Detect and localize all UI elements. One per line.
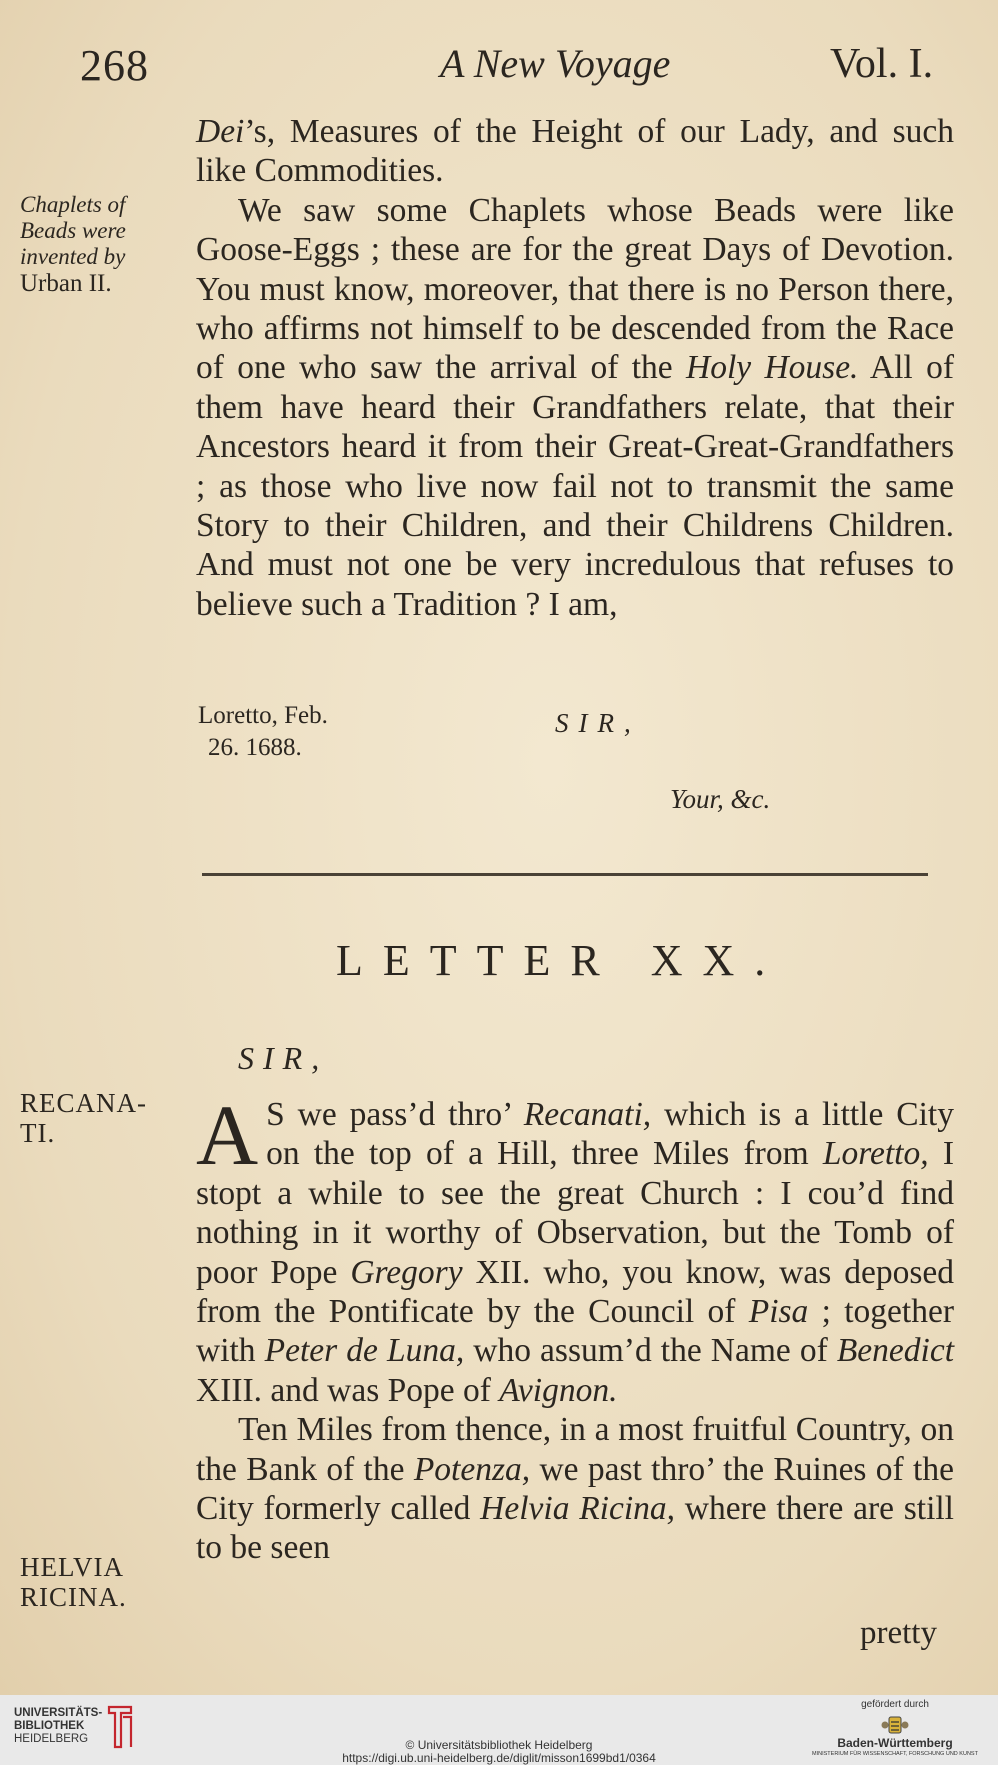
italic-term: Benedict: [836, 1332, 955, 1370]
italic-term: Pisa: [748, 1293, 809, 1331]
margin-note-line: Urban II.: [20, 270, 112, 297]
library-logo-line: BIBLIOTHEK: [14, 1720, 85, 1732]
page-number: 268: [80, 41, 149, 90]
dateline: [198, 700, 328, 764]
funding-credit: [800, 1699, 990, 1760]
funded-by-label: gefördert durch: [861, 1699, 929, 1710]
paragraph-text: ’s, Measures of the Height of our Lady, and such like Commodities.: [196, 113, 954, 190]
paragraph-text: who assum’d the Name of: [464, 1332, 837, 1370]
paragraph-text: I stopt a while to see the great Church : I cou’d find nothing in it worthy of Observation, but the Tomb of poor Pope: [196, 1135, 954, 1291]
paragraph-text: XII. who, you know, was deposed from the Pontificate by the Council of: [196, 1253, 954, 1331]
text-block-top: [196, 112, 954, 624]
italic-term: Helvia Ricina,: [480, 1490, 676, 1528]
margin-note-line: invented by: [20, 244, 126, 269]
paragraph-text: All of them have heard their Grandfathers relate, that their Ancestors heard it from their Great-Great-Grandfathers ; as those who live now fail not to transmit the same Story to their Children, and their Childrens Children. And must not one be very incredulous that refuses to believe such a Tradition ? I am,: [196, 349, 954, 623]
paragraph-commodities: [196, 112, 954, 191]
paragraph-text: We saw some Chaplets whose Beads were like Goose-Eggs ; these are for the great Days of Devotion. You must know, moreover, that there is no Person there, who affirms not himself to be descended from the Race of one who saw the arrival of the: [196, 191, 954, 387]
footer-bar: [0, 1695, 998, 1765]
text-block-letter-xx: [196, 1087, 955, 1568]
paragraph-text: S we pass’d thro’: [266, 1096, 524, 1133]
catchword: pretty: [860, 1615, 937, 1651]
margin-note-line: RICINA.: [20, 1582, 127, 1612]
funder-ministry: MINISTERIUM FÜR WISSENSCHAFT, FORSCHUNG UND KUNST: [812, 1751, 978, 1757]
salutation: SIR,: [555, 708, 641, 738]
closing: Your, &c.: [670, 784, 771, 814]
italic-term: Recanati,: [523, 1096, 652, 1133]
italic-term: Dei: [196, 113, 245, 150]
copyright-text: © Universitätsbibliothek Heidelberg: [405, 1738, 593, 1752]
running-title: A New Voyage: [440, 41, 671, 86]
italic-term: Gregory: [350, 1253, 463, 1291]
paragraph-text: which is a little City on the top of a Hill, three Miles from: [266, 1096, 954, 1173]
dateline-place: Loretto, Feb.: [198, 702, 328, 729]
italic-term: Avignon.: [499, 1371, 618, 1409]
library-logo-line: UNIVERSITÄTS-: [14, 1707, 103, 1719]
dateline-date: 26. 1688.: [208, 734, 302, 761]
margin-note-line: RECANA-: [20, 1088, 147, 1118]
paragraph-text: where there are still to be seen: [196, 1490, 954, 1567]
italic-term: Loretto,: [822, 1135, 929, 1173]
margin-note-line: TI.: [20, 1118, 56, 1148]
margin-note-helvia: [20, 1552, 170, 1612]
paragraph-text: we past thro’ the Ruines of the City formerly called: [196, 1450, 954, 1528]
margin-note-line: Beads were: [20, 218, 126, 243]
divider-rule: [202, 873, 928, 876]
library-logo-line: HEIDELBERG: [14, 1733, 89, 1745]
salutation-letter-xx: SIR,: [238, 1040, 329, 1076]
volume-label: Vol. I.: [830, 41, 934, 87]
margin-note-line: Chaplets of: [20, 192, 126, 217]
italic-term: Holy House.: [686, 349, 859, 387]
margin-note-recanati: [20, 1088, 170, 1148]
paragraph-text: Ten Miles from thence, in a most fruitful Country, on the Bank of the: [196, 1411, 954, 1488]
paragraph-recanati: [196, 1087, 955, 1410]
margin-note-chaplets: [20, 192, 170, 298]
drop-cap: A: [196, 1087, 259, 1183]
paragraph-helvia: [196, 1410, 954, 1568]
permalink[interactable]: https://digi.ub.uni-heidelberg.de/diglit/misson1699bd1/0364: [342, 1751, 656, 1765]
paragraph-text: ; together with: [196, 1293, 954, 1370]
paragraph-text: XIII. and was Pope of: [196, 1371, 500, 1409]
letter-title: LETTER XX.: [336, 936, 786, 985]
funder-name: Baden-Württemberg: [837, 1736, 953, 1750]
paragraph-chaplets: [196, 191, 954, 624]
italic-term: Potenza,: [413, 1450, 531, 1488]
italic-term: Peter de Luna,: [264, 1332, 465, 1370]
margin-note-line: HELVIA: [20, 1552, 124, 1582]
coat-of-arms-icon: [880, 1714, 910, 1736]
